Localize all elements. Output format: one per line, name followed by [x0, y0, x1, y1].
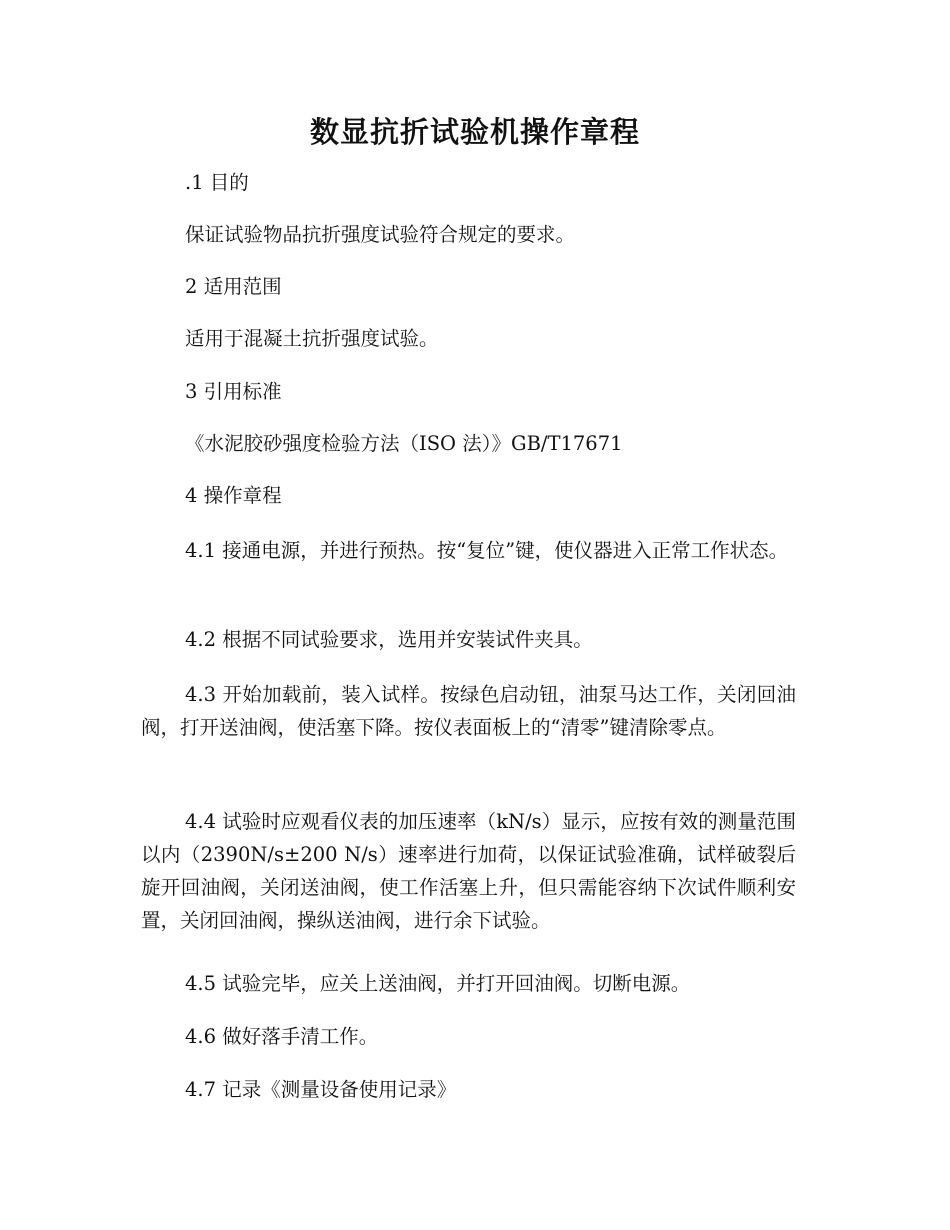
section-2-heading: 2 适用范围: [185, 275, 282, 298]
step-4-1: 4.1 接通电源，并进行预热。按“复位”键，使仪器进入正常工作状态。: [185, 539, 789, 562]
step-4-5: 4.5 试验完毕，应关上送油阀，并打开回油阀。切断电源。: [185, 972, 691, 995]
step-4-3: 4.3 开始加载前，装入试样。按绿色启动钮，油泵马达工作，关闭回油阀，打开送油阀，使活塞下降。按仪表面板上的“清零”键清除零点。: [141, 683, 796, 739]
step-4-7: 4.7 记录《测量设备使用记录》: [185, 1078, 457, 1101]
step-4-6: 4.6 做好落手清工作。: [185, 1025, 379, 1048]
section-1-text: 保证试验物品抗折强度试验符合规定的要求。: [185, 223, 576, 246]
step-4-4: 4.4 试验时应观看仪表的加压速率（kN/s）显示，应按有效的测量范围以内（2390N/s±200 N/s）速率进行加荷，以保证试验准确，试样破裂后旋开回油阀，关闭送油阀，使工作活塞上升，但只需能容纳下次试件顺利安置，关闭回油阀，操纵送油阀，进行余下试验。: [141, 810, 796, 932]
step-4-2: 4.2 根据不同试验要求，选用并安装试件夹具。: [185, 628, 593, 651]
section-2-text: 适用于混凝土抗折强度试验。: [185, 327, 439, 350]
section-4-heading: 4 操作章程: [185, 484, 282, 507]
document-title: 数显抗折试验机操作章程: [309, 115, 640, 149]
section-1-heading: .1 目的: [185, 171, 249, 194]
section-3-text: 《水泥胶砂强度检验方法（ISO 法）》GB/T17671: [185, 432, 623, 455]
section-3-heading: 3 引用标准: [185, 380, 282, 403]
